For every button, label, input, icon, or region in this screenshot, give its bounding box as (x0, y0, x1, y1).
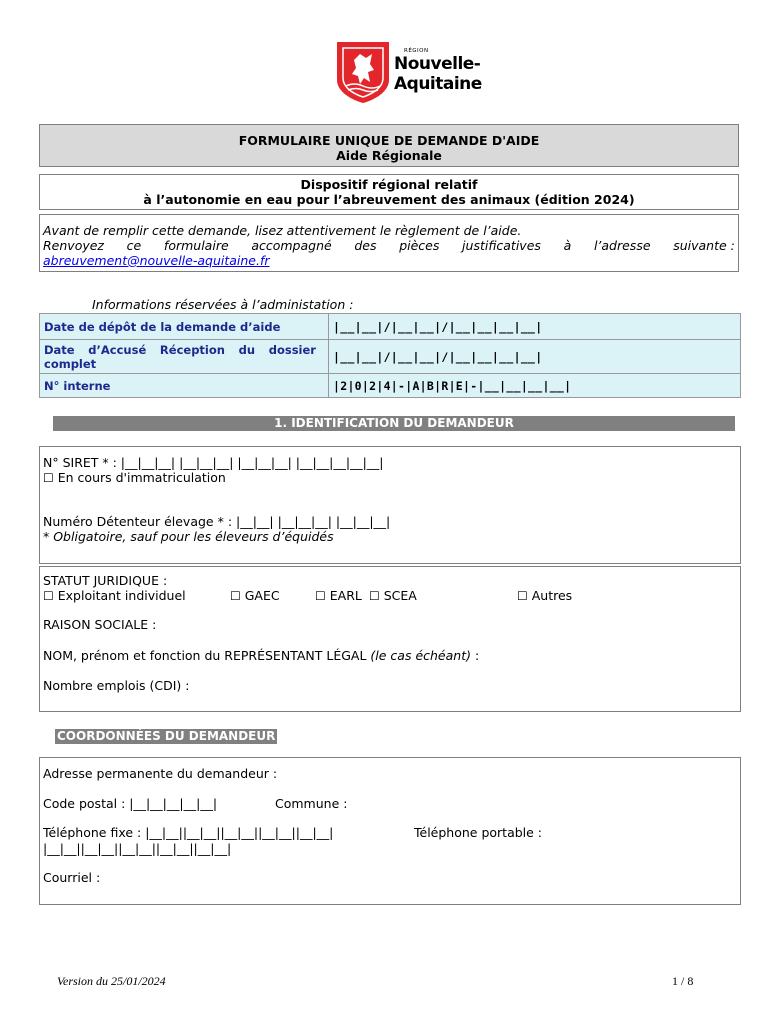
dispositif-block (39, 174, 739, 210)
option-label: Exploitant individuel (57, 588, 186, 603)
admin-row-value[interactable]: |__|__|/|__|__|/|__|__|__|__| (329, 340, 741, 374)
option-label: GAEC (244, 588, 280, 603)
identification-box (39, 446, 741, 564)
intro-word: Renvoyez (43, 238, 104, 253)
raison-sociale-field[interactable]: RAISON SOCIALE : (43, 617, 157, 632)
option-earl[interactable] (315, 588, 362, 603)
admin-row-label: Date d’Accusé Réception du dossier complet (40, 340, 329, 374)
checkbox-icon[interactable]: ☐ (43, 471, 54, 485)
intro-word: justificatives (462, 238, 541, 253)
representant-field[interactable] (43, 648, 479, 663)
form-title: FORMULAIRE UNIQUE DE DEMANDE D'AIDE (238, 133, 540, 148)
lion-shield-icon (334, 40, 392, 104)
intro-line2 (43, 238, 735, 253)
intro-word: ce (126, 238, 142, 253)
checkbox-icon[interactable]: ☐ (315, 589, 326, 603)
option-exploitant[interactable] (43, 588, 186, 603)
intro-word: l’adresse (593, 238, 651, 253)
tel-fixe-field[interactable]: Téléphone fixe : |__|__||__|__||__|__||__|__||__|__| (43, 825, 334, 840)
option-label: Autres (531, 588, 573, 603)
option-label: SCEA (383, 588, 417, 603)
table-row (40, 374, 741, 398)
table-row (40, 340, 741, 374)
immat-option[interactable] (43, 470, 226, 485)
immat-label: En cours d'immatriculation (57, 470, 226, 485)
option-scea[interactable] (369, 588, 417, 603)
representant-note: (le cas échéant) (370, 648, 471, 663)
section-title-identification: 1. IDENTIFICATION DU DEMANDEUR (53, 416, 735, 431)
obligatoire-note: * Obligatoire, sauf pour les éleveurs d’équidés (43, 529, 334, 544)
table-row (40, 314, 741, 340)
intro-word: des (354, 238, 377, 253)
intro-word: suivante : (673, 238, 735, 253)
intro-line1: Avant de remplir cette demande, lisez attentivement le règlement de l’aide. (43, 223, 522, 238)
email-link[interactable]: abreuvement@nouvelle-aquitaine.fr (43, 253, 270, 268)
coordonnees-box (39, 757, 741, 905)
intro-word: pièces (399, 238, 440, 253)
intro-block (39, 214, 739, 272)
checkbox-icon[interactable]: ☐ (369, 589, 380, 603)
admin-row-value[interactable]: |__|__|/|__|__|/|__|__|__|__| (329, 314, 741, 340)
representant-label: NOM, prénom et fonction du REPRÉSENTANT LÉGAL (43, 648, 367, 663)
logo-region-text: RÉGION (404, 48, 429, 54)
admin-row-label: Date de dépôt de la demande d’aide (40, 314, 329, 340)
checkbox-icon[interactable]: ☐ (43, 589, 54, 603)
admin-row-label: N° interne (40, 374, 329, 398)
intro-word: à (563, 238, 572, 253)
page-number: 1 / 8 (672, 974, 694, 988)
courriel-field[interactable]: Courriel : (43, 870, 101, 885)
dispositif-line1: Dispositif régional relatif (300, 177, 478, 192)
option-label: EARL (329, 588, 362, 603)
intro-word: formulaire (163, 238, 229, 253)
commune-field[interactable]: Commune : (275, 796, 348, 811)
code-postal-field[interactable]: Code postal : |__|__|__|__|__| (43, 796, 218, 811)
dispositif-line2: à l’autonomie en eau pour l’abreuvement des animaux (édition 2024) (143, 192, 635, 207)
statut-box (39, 566, 741, 712)
admin-row-value[interactable]: |2|0|2|4|-|A|B|R|E|-|__|__|__|__| (329, 374, 741, 398)
tel-portable-field[interactable]: |__|__||__|__||__|__||__|__||__|__| (43, 841, 232, 856)
checkbox-icon[interactable]: ☐ (517, 589, 528, 603)
detenteur-field[interactable]: Numéro Détenteur élevage * : |__|__| |__|__|__| |__|__|__| (43, 514, 391, 529)
checkbox-icon[interactable]: ☐ (230, 589, 241, 603)
logo-line2: Aquitaine (394, 74, 482, 94)
option-gaec[interactable] (230, 588, 280, 603)
representant-colon: : (470, 648, 480, 663)
intro-word: accompagné (251, 238, 332, 253)
admin-label: Informations réservées à l’administation : (92, 297, 354, 312)
admin-table (39, 313, 741, 398)
adresse-field[interactable]: Adresse permanente du demandeur : (43, 766, 278, 781)
siret-field[interactable]: N° SIRET * : |__|__|__| |__|__|__| |__|__|__| |__|__|__|__|__| (43, 455, 384, 470)
region-logo (334, 40, 484, 104)
form-title-block (39, 124, 739, 167)
form-subtitle: Aide Régionale (336, 148, 442, 163)
section-title-coordonnees: COORDONNÉES DU DEMANDEUR (57, 729, 276, 743)
logo-line1: Nouvelle- (394, 54, 481, 74)
emplois-field[interactable]: Nombre emplois (CDI) : (43, 678, 190, 693)
option-autres[interactable] (517, 588, 572, 603)
tel-portable-label: Téléphone portable : (414, 825, 543, 840)
version-text: Version du 25/01/2024 (57, 974, 166, 988)
statut-title: STATUT JURIDIQUE : (43, 573, 168, 588)
